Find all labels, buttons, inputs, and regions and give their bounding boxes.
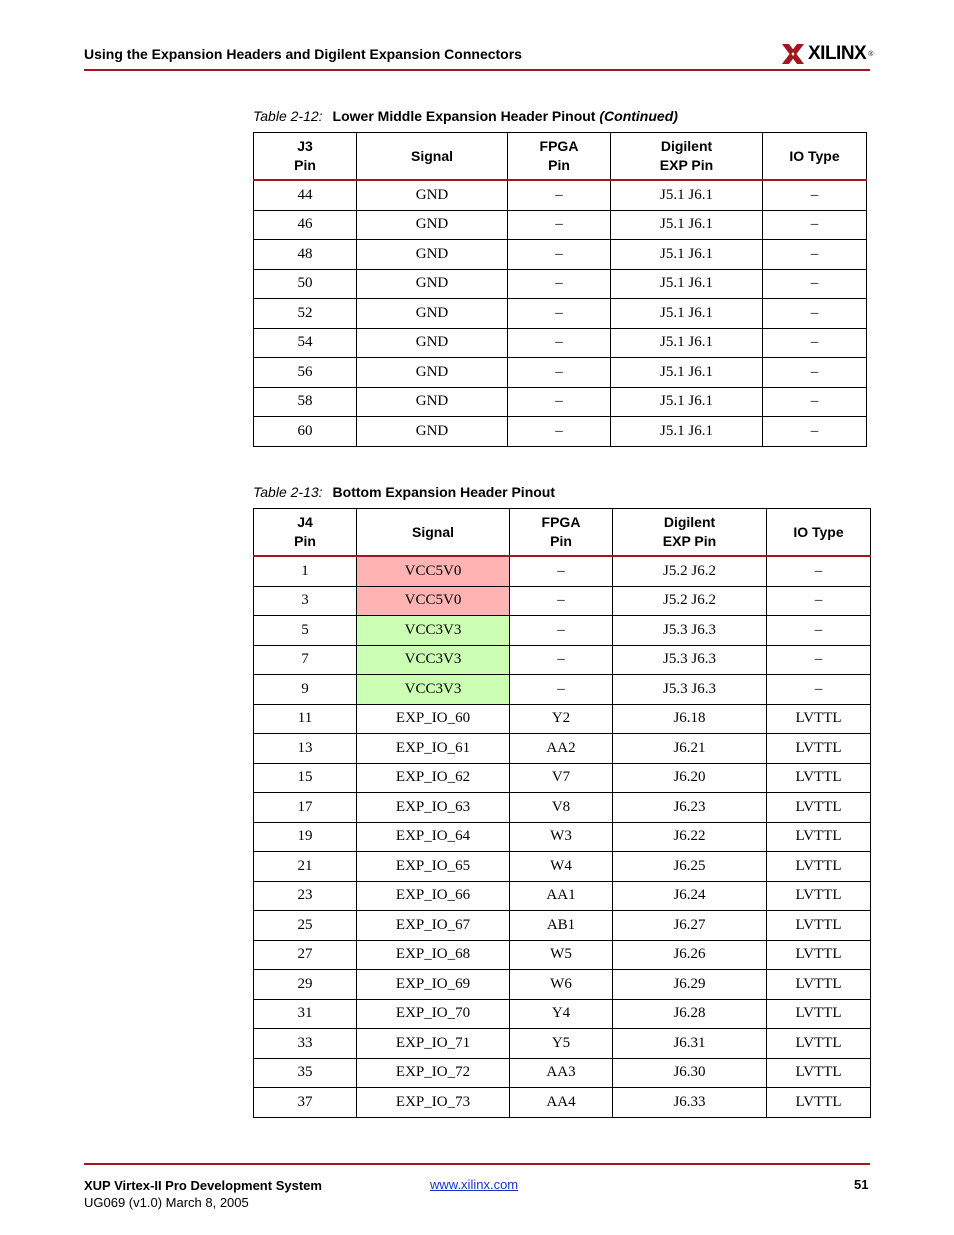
io-type-cell: – xyxy=(763,299,867,329)
fpga-pin-cell: – xyxy=(508,328,611,358)
signal-cell: EXP_IO_62 xyxy=(357,763,510,793)
pin-cell: 58 xyxy=(254,387,357,417)
table-row xyxy=(254,793,871,823)
io-type-cell: LVTTL xyxy=(767,1058,871,1088)
pin-cell: 50 xyxy=(254,269,357,299)
io-type-cell: LVTTL xyxy=(767,970,871,1000)
header-fpga-pin xyxy=(508,133,611,181)
pin-cell: 21 xyxy=(254,852,357,882)
signal-cell: GND xyxy=(357,299,508,329)
signal-cell: EXP_IO_73 xyxy=(357,1088,510,1118)
table2-title: Bottom Expansion Header Pinout xyxy=(332,484,556,500)
signal-cell: EXP_IO_67 xyxy=(357,911,510,941)
table-header-row xyxy=(254,509,871,557)
signal-cell: VCC3V3 xyxy=(357,645,510,675)
table-row xyxy=(254,417,867,447)
signal-cell: GND xyxy=(357,269,508,299)
digilent-exp-pin-cell: J6.28 xyxy=(613,999,767,1029)
pin-cell: 29 xyxy=(254,970,357,1000)
io-type-cell: – xyxy=(767,586,871,616)
table-row xyxy=(254,269,867,299)
pin-cell: 19 xyxy=(254,822,357,852)
signal-cell: GND xyxy=(357,328,508,358)
fpga-pin-cell: W6 xyxy=(510,970,613,1000)
fpga-pin-cell: – xyxy=(508,210,611,240)
fpga-pin-cell: Y2 xyxy=(510,704,613,734)
pin-cell: 3 xyxy=(254,586,357,616)
page-number: 51 xyxy=(854,1177,869,1192)
table-row xyxy=(254,210,867,240)
fpga-pin-cell: AA2 xyxy=(510,734,613,764)
io-type-cell: LVTTL xyxy=(767,822,871,852)
fpga-pin-cell: W3 xyxy=(510,822,613,852)
digilent-exp-pin-cell: J5.1 J6.1 xyxy=(611,180,763,210)
signal-cell: GND xyxy=(357,358,508,388)
table-row xyxy=(254,999,871,1029)
io-type-cell: – xyxy=(767,556,871,586)
io-type-cell: – xyxy=(767,616,871,646)
signal-cell: GND xyxy=(357,417,508,447)
digilent-exp-pin-cell: J6.33 xyxy=(613,1088,767,1118)
header-line: FPGA xyxy=(539,138,579,154)
io-type-cell: LVTTL xyxy=(767,734,871,764)
pin-cell: 44 xyxy=(254,180,357,210)
io-type-cell: – xyxy=(767,645,871,675)
signal-cell: VCC3V3 xyxy=(357,616,510,646)
signal-cell: EXP_IO_68 xyxy=(357,940,510,970)
fpga-pin-cell: – xyxy=(510,616,613,646)
signal-cell: EXP_IO_61 xyxy=(357,734,510,764)
table-header-row xyxy=(254,133,867,181)
pin-cell: 23 xyxy=(254,881,357,911)
header-pin xyxy=(254,133,357,181)
digilent-exp-pin-cell: J6.24 xyxy=(613,881,767,911)
pin-cell: 48 xyxy=(254,240,357,270)
digilent-exp-pin-cell: J6.23 xyxy=(613,793,767,823)
table-row xyxy=(254,675,871,705)
header-line: IO Type xyxy=(793,523,844,540)
fpga-pin-cell: V8 xyxy=(510,793,613,823)
pin-cell: 56 xyxy=(254,358,357,388)
digilent-exp-pin-cell: J6.21 xyxy=(613,734,767,764)
header-line: IO Type xyxy=(789,147,840,164)
fpga-pin-cell: – xyxy=(508,358,611,388)
fpga-pin-cell: AA1 xyxy=(510,881,613,911)
table-row xyxy=(254,358,867,388)
digilent-exp-pin-cell: J5.3 J6.3 xyxy=(613,645,767,675)
digilent-exp-pin-cell: J5.1 J6.1 xyxy=(611,358,763,388)
table-row xyxy=(254,616,871,646)
pin-cell: 5 xyxy=(254,616,357,646)
io-type-cell: LVTTL xyxy=(767,911,871,941)
digilent-exp-pin-cell: J5.1 J6.1 xyxy=(611,210,763,240)
digilent-exp-pin-cell: J6.27 xyxy=(613,911,767,941)
fpga-pin-cell: – xyxy=(510,556,613,586)
digilent-exp-pin-cell: J5.1 J6.1 xyxy=(611,328,763,358)
table-row xyxy=(254,645,871,675)
table-row xyxy=(254,911,871,941)
signal-cell: EXP_IO_69 xyxy=(357,970,510,1000)
table-row xyxy=(254,586,871,616)
header-line: J3 xyxy=(297,138,313,154)
header-line: FPGA xyxy=(541,514,581,530)
table-row xyxy=(254,328,867,358)
digilent-exp-pin-cell: J6.25 xyxy=(613,852,767,882)
pin-cell: 13 xyxy=(254,734,357,764)
pin-cell: 1 xyxy=(254,556,357,586)
table-row xyxy=(254,970,871,1000)
io-type-cell: LVTTL xyxy=(767,999,871,1029)
table-row xyxy=(254,1058,871,1088)
header-digilent-exp-pin xyxy=(613,509,767,557)
fpga-pin-cell: Y4 xyxy=(510,999,613,1029)
header-line: Pin xyxy=(294,157,316,173)
signal-cell: EXP_IO_63 xyxy=(357,793,510,823)
footer-rule xyxy=(84,1163,870,1165)
digilent-exp-pin-cell: J5.1 J6.1 xyxy=(611,299,763,329)
fpga-pin-cell: V7 xyxy=(510,763,613,793)
io-type-cell: – xyxy=(763,417,867,447)
io-type-cell: LVTTL xyxy=(767,1029,871,1059)
pin-cell: 15 xyxy=(254,763,357,793)
pin-cell: 17 xyxy=(254,793,357,823)
io-type-cell: – xyxy=(763,358,867,388)
table1-number: Table 2-12: xyxy=(253,108,323,124)
io-type-cell: LVTTL xyxy=(767,763,871,793)
bottom-expansion-header-table xyxy=(253,508,871,1118)
io-type-cell: – xyxy=(763,328,867,358)
table-row xyxy=(254,240,867,270)
digilent-exp-pin-cell: J6.31 xyxy=(613,1029,767,1059)
header-pin xyxy=(254,509,357,557)
registered-mark: ® xyxy=(868,50,874,58)
signal-cell: EXP_IO_64 xyxy=(357,822,510,852)
io-type-cell: – xyxy=(763,240,867,270)
signal-cell: EXP_IO_72 xyxy=(357,1058,510,1088)
pin-cell: 9 xyxy=(254,675,357,705)
digilent-exp-pin-cell: J5.1 J6.1 xyxy=(611,240,763,270)
table-row xyxy=(254,556,871,586)
lower-middle-expansion-header-table xyxy=(253,132,867,447)
table-row xyxy=(254,881,871,911)
signal-cell: VCC5V0 xyxy=(357,556,510,586)
footer-info xyxy=(84,1177,322,1211)
table-row xyxy=(254,852,871,882)
header-io-type xyxy=(763,133,867,181)
xilinx-logo-text: XILINX xyxy=(808,43,867,64)
fpga-pin-cell: – xyxy=(510,645,613,675)
digilent-exp-pin-cell: J5.1 J6.1 xyxy=(611,387,763,417)
digilent-exp-pin-cell: J6.22 xyxy=(613,822,767,852)
pin-cell: 60 xyxy=(254,417,357,447)
header-line: Digilent xyxy=(663,514,716,530)
digilent-exp-pin-cell: J5.2 J6.2 xyxy=(613,586,767,616)
fpga-pin-cell: W5 xyxy=(510,940,613,970)
io-type-cell: LVTTL xyxy=(767,1088,871,1118)
io-type-cell: LVTTL xyxy=(767,793,871,823)
header-line: J4 xyxy=(297,514,313,530)
io-type-cell: LVTTL xyxy=(767,940,871,970)
header-fpga-pin xyxy=(510,509,613,557)
io-type-cell: – xyxy=(767,675,871,705)
fpga-pin-cell: – xyxy=(508,417,611,447)
fpga-pin-cell: – xyxy=(508,240,611,270)
pin-cell: 25 xyxy=(254,911,357,941)
header-signal xyxy=(357,133,508,181)
io-type-cell: LVTTL xyxy=(767,704,871,734)
signal-cell: EXP_IO_71 xyxy=(357,1029,510,1059)
table-row xyxy=(254,940,871,970)
table1-caption xyxy=(253,108,678,124)
signal-cell: EXP_IO_70 xyxy=(357,999,510,1029)
table-row xyxy=(254,822,871,852)
digilent-exp-pin-cell: J6.26 xyxy=(613,940,767,970)
header-line: Pin xyxy=(548,157,570,173)
signal-cell: VCC3V3 xyxy=(357,675,510,705)
xilinx-x-icon xyxy=(781,43,805,65)
digilent-exp-pin-cell: J6.18 xyxy=(613,704,767,734)
digilent-exp-pin-cell: J5.3 J6.3 xyxy=(613,675,767,705)
fpga-pin-cell: AA4 xyxy=(510,1088,613,1118)
header-io-type xyxy=(767,509,871,557)
fpga-pin-cell: W4 xyxy=(510,852,613,882)
header-line: EXP Pin xyxy=(662,533,717,549)
footer-product: XUP Virtex-II Pro Development System xyxy=(84,1178,322,1193)
signal-cell: GND xyxy=(357,210,508,240)
xilinx-logo xyxy=(781,41,873,67)
fpga-pin-cell: – xyxy=(508,299,611,329)
digilent-exp-pin-cell: J5.3 J6.3 xyxy=(613,616,767,646)
io-type-cell: – xyxy=(763,269,867,299)
fpga-pin-cell: – xyxy=(508,387,611,417)
signal-cell: EXP_IO_66 xyxy=(357,881,510,911)
xilinx-website-link[interactable]: www.xilinx.com xyxy=(430,1177,519,1192)
pin-cell: 46 xyxy=(254,210,357,240)
signal-cell: GND xyxy=(357,387,508,417)
table-row xyxy=(254,180,867,210)
pin-cell: 7 xyxy=(254,645,357,675)
io-type-cell: – xyxy=(763,210,867,240)
header-line: Signal xyxy=(411,523,454,540)
pin-cell: 54 xyxy=(254,328,357,358)
fpga-pin-cell: – xyxy=(510,586,613,616)
io-type-cell: LVTTL xyxy=(767,852,871,882)
table-row xyxy=(254,387,867,417)
signal-cell: GND xyxy=(357,180,508,210)
header-signal xyxy=(357,509,510,557)
fpga-pin-cell: – xyxy=(508,269,611,299)
header-line: Digilent xyxy=(660,138,713,154)
io-type-cell: – xyxy=(763,387,867,417)
fpga-pin-cell: – xyxy=(508,180,611,210)
header-line: Pin xyxy=(550,533,572,549)
table-row xyxy=(254,734,871,764)
pin-cell: 33 xyxy=(254,1029,357,1059)
pin-cell: 35 xyxy=(254,1058,357,1088)
pin-cell: 11 xyxy=(254,704,357,734)
fpga-pin-cell: Y5 xyxy=(510,1029,613,1059)
digilent-exp-pin-cell: J6.29 xyxy=(613,970,767,1000)
table-row xyxy=(254,1088,871,1118)
fpga-pin-cell: – xyxy=(510,675,613,705)
pin-cell: 52 xyxy=(254,299,357,329)
io-type-cell: LVTTL xyxy=(767,881,871,911)
digilent-exp-pin-cell: J6.30 xyxy=(613,1058,767,1088)
digilent-exp-pin-cell: J5.1 J6.1 xyxy=(611,417,763,447)
io-type-cell: – xyxy=(763,180,867,210)
signal-cell: VCC5V0 xyxy=(357,586,510,616)
table2-caption xyxy=(253,484,555,500)
signal-cell: EXP_IO_60 xyxy=(357,704,510,734)
table-row xyxy=(254,763,871,793)
header-line: EXP Pin xyxy=(659,157,714,173)
fpga-pin-cell: AA3 xyxy=(510,1058,613,1088)
header-rule xyxy=(84,69,870,71)
fpga-pin-cell: AB1 xyxy=(510,911,613,941)
header-digilent-exp-pin xyxy=(611,133,763,181)
table-row xyxy=(254,1029,871,1059)
table1-title: Lower Middle Expansion Header Pinout xyxy=(332,108,596,124)
pin-cell: 31 xyxy=(254,999,357,1029)
table-row xyxy=(254,704,871,734)
running-header-title: Using the Expansion Headers and Digilent Expansion Connectors xyxy=(84,46,522,62)
footer-doc-id: UG069 (v1.0) March 8, 2005 xyxy=(84,1195,249,1210)
pin-cell: 37 xyxy=(254,1088,357,1118)
digilent-exp-pin-cell: J5.2 J6.2 xyxy=(613,556,767,586)
header-line: Pin xyxy=(294,533,316,549)
signal-cell: GND xyxy=(357,240,508,270)
table2-number: Table 2-13: xyxy=(253,484,323,500)
digilent-exp-pin-cell: J6.20 xyxy=(613,763,767,793)
header-line: Signal xyxy=(410,147,453,164)
table-row xyxy=(254,299,867,329)
pin-cell: 27 xyxy=(254,940,357,970)
signal-cell: EXP_IO_65 xyxy=(357,852,510,882)
digilent-exp-pin-cell: J5.1 J6.1 xyxy=(611,269,763,299)
table1-continued: (Continued) xyxy=(599,108,678,124)
